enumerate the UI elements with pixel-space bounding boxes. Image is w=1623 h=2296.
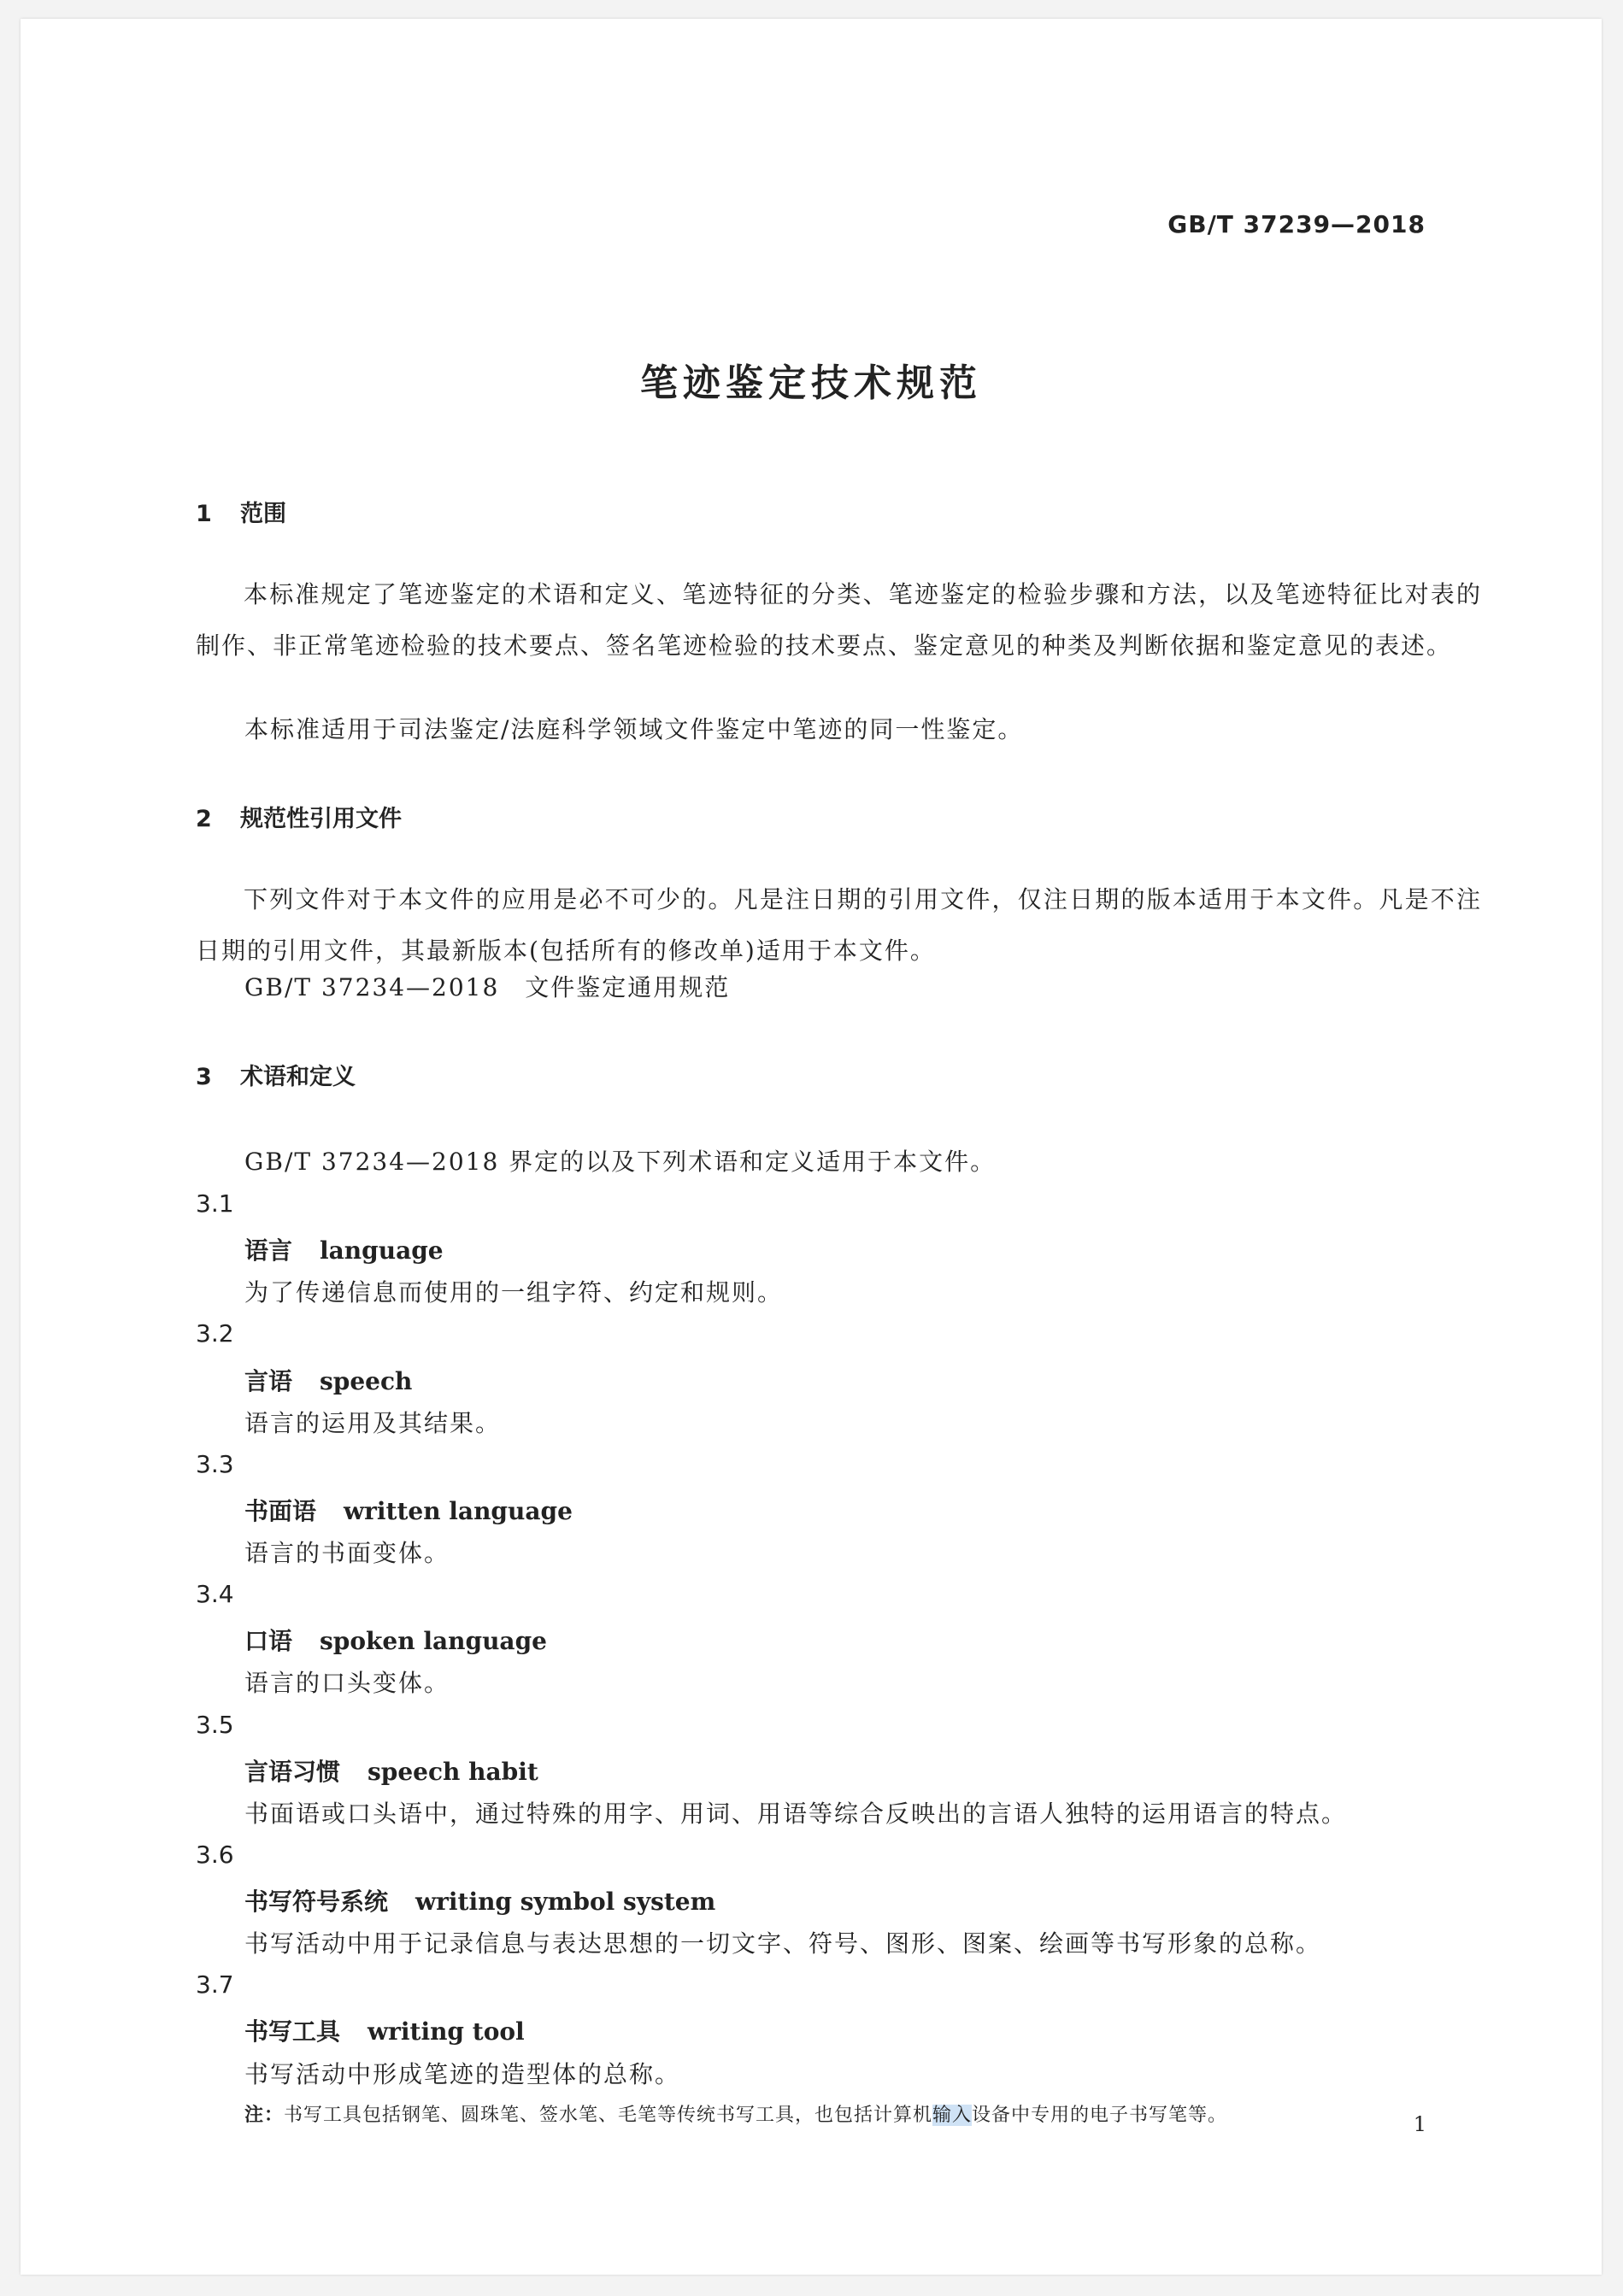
section-number: 3 bbox=[196, 1064, 212, 1090]
term-definition: 书面语或口头语中，通过特殊的用字、用词、用语等综合反映出的言语人独特的运用语言的特点。 bbox=[244, 1800, 1348, 1828]
term-zh: 言语习惯 bbox=[244, 1758, 341, 1786]
term-definition: 语言的运用及其结果。 bbox=[244, 1409, 502, 1437]
document-title: 笔迹鉴定技术规范 bbox=[640, 361, 982, 405]
term-en: written language bbox=[344, 1497, 573, 1525]
term-zh: 书面语 bbox=[244, 1497, 317, 1525]
term-number: 3.3 bbox=[196, 1450, 234, 1478]
term-heading bbox=[244, 1883, 715, 1917]
normative-paragraph: 下列文件对于本文件的应用是必不可少的。凡是注日期的引用文件，仅注日期的版本适用于本文件。凡是不注日期的引用文件，其最新版本(包括所有的修改单)适用于本文件。 bbox=[196, 885, 1482, 965]
term-en: spoken language bbox=[320, 1627, 547, 1655]
section-title: 范围 bbox=[240, 501, 286, 527]
term-heading bbox=[244, 1232, 444, 1266]
term-number: 3.7 bbox=[196, 1970, 234, 1999]
section-title: 术语和定义 bbox=[240, 1064, 356, 1090]
term-number: 3.6 bbox=[196, 1841, 234, 1869]
highlighted-text[interactable]: 输入 bbox=[932, 2105, 973, 2126]
term-en: speech bbox=[320, 1367, 413, 1395]
document-page bbox=[21, 19, 1602, 2275]
scope-paragraph-2: 本标准适用于司法鉴定/法庭科学领域文件鉴定中笔迹的同一性鉴定。 bbox=[244, 715, 1024, 743]
term-zh: 书写工具 bbox=[244, 2017, 341, 2046]
note-text-before: 书写工具包括钢笔、圆珠笔、签水笔、毛笔等传统书写工具，也包括计算机 bbox=[284, 2105, 933, 2126]
standard-code: GB/T 37239—2018 bbox=[1167, 210, 1426, 238]
term-zh: 言语 bbox=[244, 1367, 293, 1395]
term-number: 3.5 bbox=[196, 1711, 234, 1739]
term-note bbox=[244, 2100, 1227, 2127]
term-number: 3.1 bbox=[196, 1189, 234, 1218]
terms-intro: GB/T 37234—2018 界定的以及下列术语和定义适用于本文件。 bbox=[244, 1148, 997, 1176]
term-en: writing tool bbox=[368, 2017, 525, 2046]
term-definition: 语言的口头变体。 bbox=[244, 1669, 450, 1697]
section-number: 2 bbox=[196, 806, 212, 832]
term-zh: 口语 bbox=[244, 1627, 293, 1655]
term-definition: 语言的书面变体。 bbox=[244, 1539, 450, 1567]
term-number: 3.2 bbox=[196, 1319, 234, 1348]
normative-reference: GB/T 37234—2018 文件鉴定通用规范 bbox=[244, 973, 731, 1001]
term-heading bbox=[244, 1493, 573, 1527]
term-zh: 语言 bbox=[244, 1236, 293, 1265]
term-en: speech habit bbox=[368, 1758, 538, 1786]
section-2-heading bbox=[196, 800, 402, 833]
section-3-heading bbox=[196, 1058, 356, 1091]
section-1-heading bbox=[196, 495, 286, 528]
term-number: 3.4 bbox=[196, 1580, 234, 1608]
term-heading bbox=[244, 1363, 412, 1397]
term-definition: 为了传递信息而使用的一组字符、约定和规则。 bbox=[244, 1278, 784, 1307]
term-zh: 书写符号系统 bbox=[244, 1888, 389, 1916]
term-definition: 书写活动中用于记录信息与表达思想的一切文字、符号、图形、图案、绘画等书写形象的总称。 bbox=[244, 1929, 1322, 1958]
term-heading bbox=[244, 1623, 547, 1657]
note-label: 注： bbox=[244, 2105, 285, 2126]
section-number: 1 bbox=[196, 501, 212, 527]
scope-paragraph-1: 本标准规定了笔迹鉴定的术语和定义、笔迹特征的分类、笔迹鉴定的检验步骤和方法，以及笔迹特征比对表的制作、非正常笔迹检验的技术要点、签名笔迹检验的技术要点、鉴定意见的种类及判断依据和鉴定意见的表述。 bbox=[196, 580, 1482, 660]
term-en: language bbox=[320, 1236, 444, 1265]
term-heading bbox=[244, 2013, 525, 2047]
term-en: writing symbol system bbox=[415, 1888, 716, 1916]
page-number: 1 bbox=[1413, 2112, 1426, 2136]
section-title: 规范性引用文件 bbox=[240, 806, 402, 832]
term-definition: 书写活动中形成笔迹的造型体的总称。 bbox=[244, 2060, 681, 2088]
term-heading bbox=[244, 1753, 538, 1788]
note-text-after: 设备中专用的电子书写笔等。 bbox=[972, 2105, 1228, 2126]
